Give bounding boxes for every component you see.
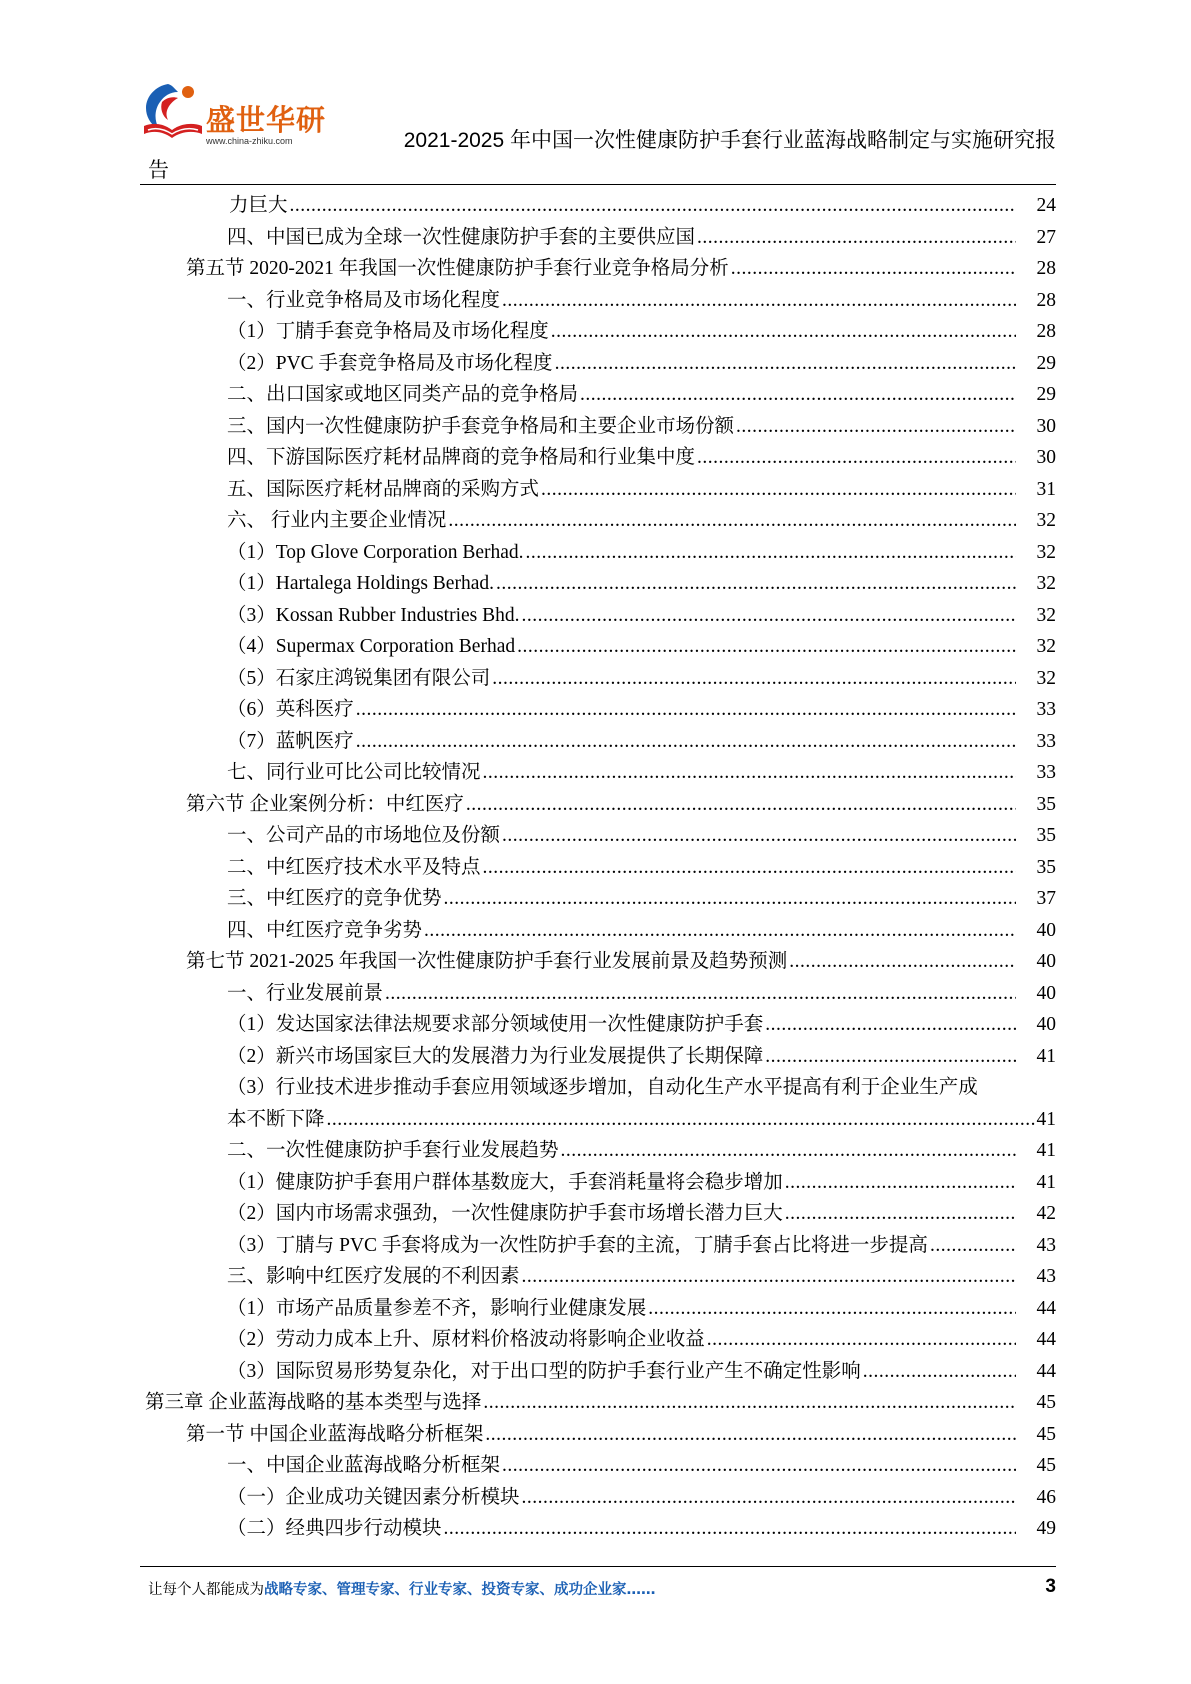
- toc-entry[interactable]: [0, 285, 1191, 317]
- toc-dot-leader: [502, 285, 1016, 317]
- toc-entry-title: 一、行业竞争格局及市场化程度: [227, 289, 501, 311]
- toc-entry[interactable]: [0, 190, 1191, 222]
- toc-entry[interactable]: [0, 568, 1191, 600]
- toc-dot-leader: [492, 663, 1016, 695]
- toc-entry-title: 二、中红医疗技术水平及特点: [227, 856, 481, 878]
- toc-entry-page: 33: [1036, 762, 1056, 783]
- toc-dot-leader: [707, 1324, 1016, 1356]
- toc-dot-leader: [522, 1261, 1016, 1293]
- toc-entry-page: 45: [1036, 1423, 1056, 1445]
- toc-dot-leader: [502, 1450, 1016, 1482]
- toc-entry[interactable]: [0, 505, 1191, 537]
- toc-entry-page: 44: [1036, 1329, 1056, 1350]
- toc-entry-page: 37: [1036, 888, 1056, 909]
- toc-dot-leader: [789, 946, 1016, 978]
- toc-entry[interactable]: [0, 694, 1191, 726]
- toc-entry-page: 41: [1036, 1140, 1056, 1161]
- toc-dot-leader: [496, 568, 1016, 600]
- toc-dot-leader: [521, 600, 1016, 632]
- toc-dot-leader: [736, 411, 1016, 443]
- toc-dot-leader: [785, 1167, 1016, 1199]
- toc-dot-leader: [327, 1104, 1035, 1136]
- toc-dot-leader: [448, 505, 1016, 537]
- toc-entry-title: （1）丁腈手套竞争格局及市场化程度: [227, 321, 549, 342]
- toc-entry-page: 33: [1036, 699, 1056, 720]
- toc-entry[interactable]: [0, 1135, 1191, 1167]
- logo-url: www.china-zhiku.com: [206, 136, 293, 146]
- toc-entry[interactable]: [0, 316, 1191, 348]
- report-title: [148, 126, 1056, 186]
- toc-entry-title: （3）Kossan Rubber Industries Bhd.: [227, 604, 520, 626]
- toc-entry-page: 40: [1036, 951, 1056, 972]
- toc-entry-page: 32: [1036, 510, 1056, 531]
- toc-entry-title: （2）劳动力成本上升、原材料价格波动将影响企业收益: [227, 1329, 705, 1350]
- toc-entry-page: 40: [1036, 982, 1056, 1004]
- toc-entry-title: （3）丁腈与 PVC 手套将成为一次性防护手套的主流，丁腈手套占比将进一步提高: [227, 1234, 928, 1256]
- toc-entry-title: 六、 行业内主要企业情况: [227, 510, 447, 531]
- toc-entry[interactable]: [0, 663, 1191, 695]
- toc-dot-leader: [930, 1230, 1016, 1262]
- toc-dot-leader: [785, 1198, 1016, 1230]
- toc-entry-title: 一、公司产品的市场地位及份额: [227, 825, 501, 846]
- toc-entry-title: 二、一次性健康防护手套行业发展趋势: [227, 1140, 559, 1161]
- toc-entry-page: 28: [1036, 321, 1056, 342]
- toc-entry[interactable]: [0, 253, 1191, 285]
- toc-entry-title: 四、中国已成为全球一次性健康防护手套的主要供应国: [227, 226, 696, 248]
- toc-entry-page: 30: [1036, 415, 1056, 437]
- toc-entry-page: 49: [1036, 1518, 1056, 1539]
- logo-name: 盛世华研: [206, 103, 327, 137]
- toc-entry-page: 44: [1036, 1360, 1056, 1382]
- toc-entry[interactable]: [0, 915, 1191, 947]
- toc-entry[interactable]: [0, 1387, 1191, 1419]
- toc-entry[interactable]: [0, 1482, 1191, 1514]
- toc-entry-title: （1）Hartalega Holdings Berhad.: [227, 573, 494, 594]
- toc-dot-leader: [385, 978, 1016, 1010]
- toc-entry-page: 35: [1036, 825, 1056, 846]
- toc-dot-leader: [697, 442, 1016, 474]
- toc-entry-page: 28: [1036, 289, 1056, 311]
- toc-entry-page: 32: [1036, 636, 1056, 657]
- toc-entry-title: （3）行业技术进步推动手套应用领域逐步增加，自动化生产水平提高有利于企业生产成: [227, 1077, 978, 1098]
- toc-entry-page: 43: [1036, 1266, 1056, 1287]
- toc-entry[interactable]: [0, 631, 1191, 663]
- toc-entry-title: （6）英科医疗: [227, 699, 354, 720]
- toc-entry-page: 24: [1036, 195, 1056, 216]
- toc-entry-page: 33: [1036, 730, 1056, 752]
- toc-dot-leader: [697, 222, 1016, 254]
- toc-entry[interactable]: [0, 1230, 1191, 1262]
- toc-entry-title: （7）蓝帆医疗: [227, 730, 354, 752]
- toc-entry-title: 二、出口国家或地区同类产品的竞争格局: [227, 384, 579, 405]
- toc-entry[interactable]: [0, 222, 1191, 254]
- toc-entry-page: 32: [1036, 667, 1056, 689]
- toc-entry[interactable]: [0, 537, 1191, 569]
- toc-entry[interactable]: [0, 474, 1191, 506]
- toc-entry[interactable]: [0, 946, 1191, 978]
- report-title-line1: 2021-2025 年中国一次性健康防护手套行业蓝海战略制定与实施研究报: [403, 129, 1056, 152]
- toc-entry[interactable]: [0, 1009, 1191, 1041]
- toc-entry-title: 第三章 企业蓝海战略的基本类型与选择: [145, 1392, 482, 1413]
- footer-divider: [140, 1566, 1056, 1567]
- footer-slogan-highlight: 战略专家、管理专家、行业专家、投资专家、成功企业家……: [264, 1582, 656, 1598]
- toc-entry-page: 41: [1036, 1171, 1056, 1193]
- toc-entry-title: 四、下游国际医疗耗材品牌商的竞争格局和行业集中度: [227, 447, 696, 468]
- toc-dot-leader: [444, 883, 1016, 915]
- toc-entry[interactable]: [0, 1419, 1191, 1451]
- report-title-line2: 告: [148, 159, 169, 182]
- toc-entry[interactable]: [0, 726, 1191, 758]
- toc-entry-title: （2）新兴市场国家巨大的发展潜力为行业发展提供了长期保障: [227, 1045, 764, 1067]
- toc-dot-leader: [561, 1135, 1016, 1167]
- toc-entry[interactable]: [0, 820, 1191, 852]
- toc-entry[interactable]: [0, 1198, 1191, 1230]
- toc-entry[interactable]: [0, 1041, 1191, 1073]
- toc-dot-leader: [424, 915, 1016, 947]
- toc-entry-page: 41: [1036, 1045, 1056, 1067]
- toc-entry-page: 41: [1036, 1108, 1056, 1130]
- toc-entry-page: 32: [1036, 541, 1056, 563]
- toc-dot-leader: [517, 631, 1016, 663]
- toc-entry[interactable]: [0, 1072, 1191, 1135]
- toc-dot-leader: [483, 1387, 1016, 1419]
- toc-entry-page: 30: [1036, 447, 1056, 468]
- toc-entry-page: 35: [1036, 856, 1056, 878]
- toc-entry[interactable]: [0, 411, 1191, 443]
- toc-dot-leader: [765, 1009, 1016, 1041]
- toc-entry-title: 七、同行业可比公司比较情况: [227, 762, 481, 783]
- toc-entry-page: 42: [1036, 1203, 1056, 1224]
- toc-dot-leader: [502, 820, 1016, 852]
- toc-entry-title: 力巨大: [229, 195, 288, 216]
- toc-entry-title: 五、国际医疗耗材品牌商的采购方式: [227, 478, 540, 500]
- toc-entry-page: 44: [1036, 1297, 1056, 1319]
- toc-entry-page: 32: [1036, 604, 1056, 626]
- toc-dot-leader: [526, 537, 1017, 569]
- toc-entry-title: 一、中国企业蓝海战略分析框架: [227, 1455, 501, 1476]
- toc-entry-page: 31: [1036, 478, 1056, 500]
- toc-dot-leader: [290, 190, 1016, 222]
- toc-entry-page: 45: [1036, 1392, 1056, 1413]
- toc-entry-title-continued: 本不断下降: [227, 1108, 325, 1130]
- toc-entry-page: 46: [1036, 1486, 1056, 1508]
- toc-entry-page: 27: [1036, 226, 1056, 248]
- toc-dot-leader: [444, 1513, 1016, 1545]
- toc-entry[interactable]: [0, 600, 1191, 632]
- table-of-contents: [0, 190, 1191, 1545]
- toc-entry-page: 40: [1036, 919, 1056, 941]
- toc-entry[interactable]: [0, 978, 1191, 1010]
- toc-dot-leader: [356, 694, 1016, 726]
- toc-dot-leader: [356, 726, 1016, 758]
- toc-entry[interactable]: [0, 1513, 1191, 1545]
- toc-entry-title: （1）Top Glove Corporation Berhad.: [227, 541, 524, 563]
- toc-dot-leader: [485, 1419, 1016, 1451]
- footer-slogan-prefix: 让每个人都能成为: [148, 1582, 264, 1598]
- toc-entry[interactable]: [0, 789, 1191, 821]
- toc-entry-title: 第五节 2020-2021 年我国一次性健康防护手套行业竞争格局分析: [186, 258, 729, 279]
- toc-entry-title: 三、国内一次性健康防护手套竞争格局和主要企业市场份额: [227, 415, 735, 437]
- toc-dot-leader: [541, 474, 1016, 506]
- toc-entry-page: 43: [1036, 1234, 1056, 1256]
- toc-entry[interactable]: [0, 442, 1191, 474]
- toc-entry-title: （2）国内市场需求强劲，一次性健康防护手套市场增长潜力巨大: [227, 1203, 783, 1224]
- toc-entry[interactable]: [0, 1324, 1191, 1356]
- toc-entry-page: 45: [1036, 1455, 1056, 1476]
- toc-entry-page: 35: [1036, 793, 1056, 815]
- toc-dot-leader: [483, 852, 1016, 884]
- toc-entry[interactable]: [0, 1293, 1191, 1325]
- toc-entry[interactable]: [0, 1261, 1191, 1293]
- toc-dot-leader: [648, 1293, 1016, 1325]
- toc-dot-leader: [555, 348, 1016, 380]
- toc-entry-page: 29: [1036, 352, 1056, 374]
- toc-entry-title: （一）企业成功关键因素分析模块: [227, 1486, 520, 1508]
- toc-entry-title: 四、中红医疗竞争劣势: [227, 919, 423, 941]
- toc-entry-title: （3）国际贸易形势复杂化，对于出口型的防护手套行业产生不确定性影响: [227, 1360, 861, 1382]
- toc-entry[interactable]: [0, 1167, 1191, 1199]
- toc-entry-title: （1）市场产品质量参差不齐，影响行业健康发展: [227, 1297, 647, 1319]
- toc-dot-leader: [483, 757, 1016, 789]
- toc-entry[interactable]: [0, 852, 1191, 884]
- toc-entry-title: 第一节 中国企业蓝海战略分析框架: [186, 1423, 484, 1445]
- toc-entry-title: （4）Supermax Corporation Berhad: [227, 636, 516, 657]
- toc-entry[interactable]: [0, 883, 1191, 915]
- toc-entry-title: （1）健康防护手套用户群体基数庞大，手套消耗量将会稳步增加: [227, 1171, 783, 1193]
- toc-entry-page: 29: [1036, 384, 1056, 405]
- toc-entry[interactable]: [0, 757, 1191, 789]
- toc-entry-title: 第七节 2021-2025 年我国一次性健康防护手套行业发展前景及趋势预测: [186, 951, 788, 972]
- toc-entry-title: 三、中红医疗的竞争优势: [227, 888, 442, 909]
- toc-entry[interactable]: [0, 1450, 1191, 1482]
- toc-entry-page: 28: [1036, 258, 1056, 279]
- toc-entry-title: （1）发达国家法律法规要求部分领域使用一次性健康防护手套: [227, 1014, 764, 1035]
- toc-entry-title: （5）石家庄鸿锐集团有限公司: [227, 667, 491, 689]
- toc-entry[interactable]: [0, 1356, 1191, 1388]
- toc-dot-leader: [466, 789, 1016, 821]
- toc-entry-title: 三、影响中红医疗发展的不利因素: [227, 1266, 520, 1287]
- toc-entry-title: 第六节 企业案例分析：中红医疗: [186, 793, 464, 815]
- toc-entry-page: 40: [1036, 1014, 1056, 1035]
- header-divider: [140, 184, 1056, 185]
- toc-entry[interactable]: [0, 348, 1191, 380]
- toc-dot-leader: [522, 1482, 1016, 1514]
- page-number: 3: [1045, 1576, 1056, 1597]
- toc-entry[interactable]: [0, 379, 1191, 411]
- toc-entry-title: （二）经典四步行动模块: [227, 1518, 442, 1539]
- toc-entry-title: （2）PVC 手套竞争格局及市场化程度: [227, 352, 553, 374]
- toc-entry-title: 一、行业发展前景: [227, 982, 384, 1004]
- toc-entry-page: 32: [1036, 573, 1056, 594]
- toc-dot-leader: [580, 379, 1016, 411]
- toc-dot-leader: [863, 1356, 1016, 1388]
- toc-dot-leader: [731, 253, 1016, 285]
- footer-slogan: [148, 1578, 656, 1599]
- toc-dot-leader: [551, 316, 1016, 348]
- toc-dot-leader: [765, 1041, 1016, 1073]
